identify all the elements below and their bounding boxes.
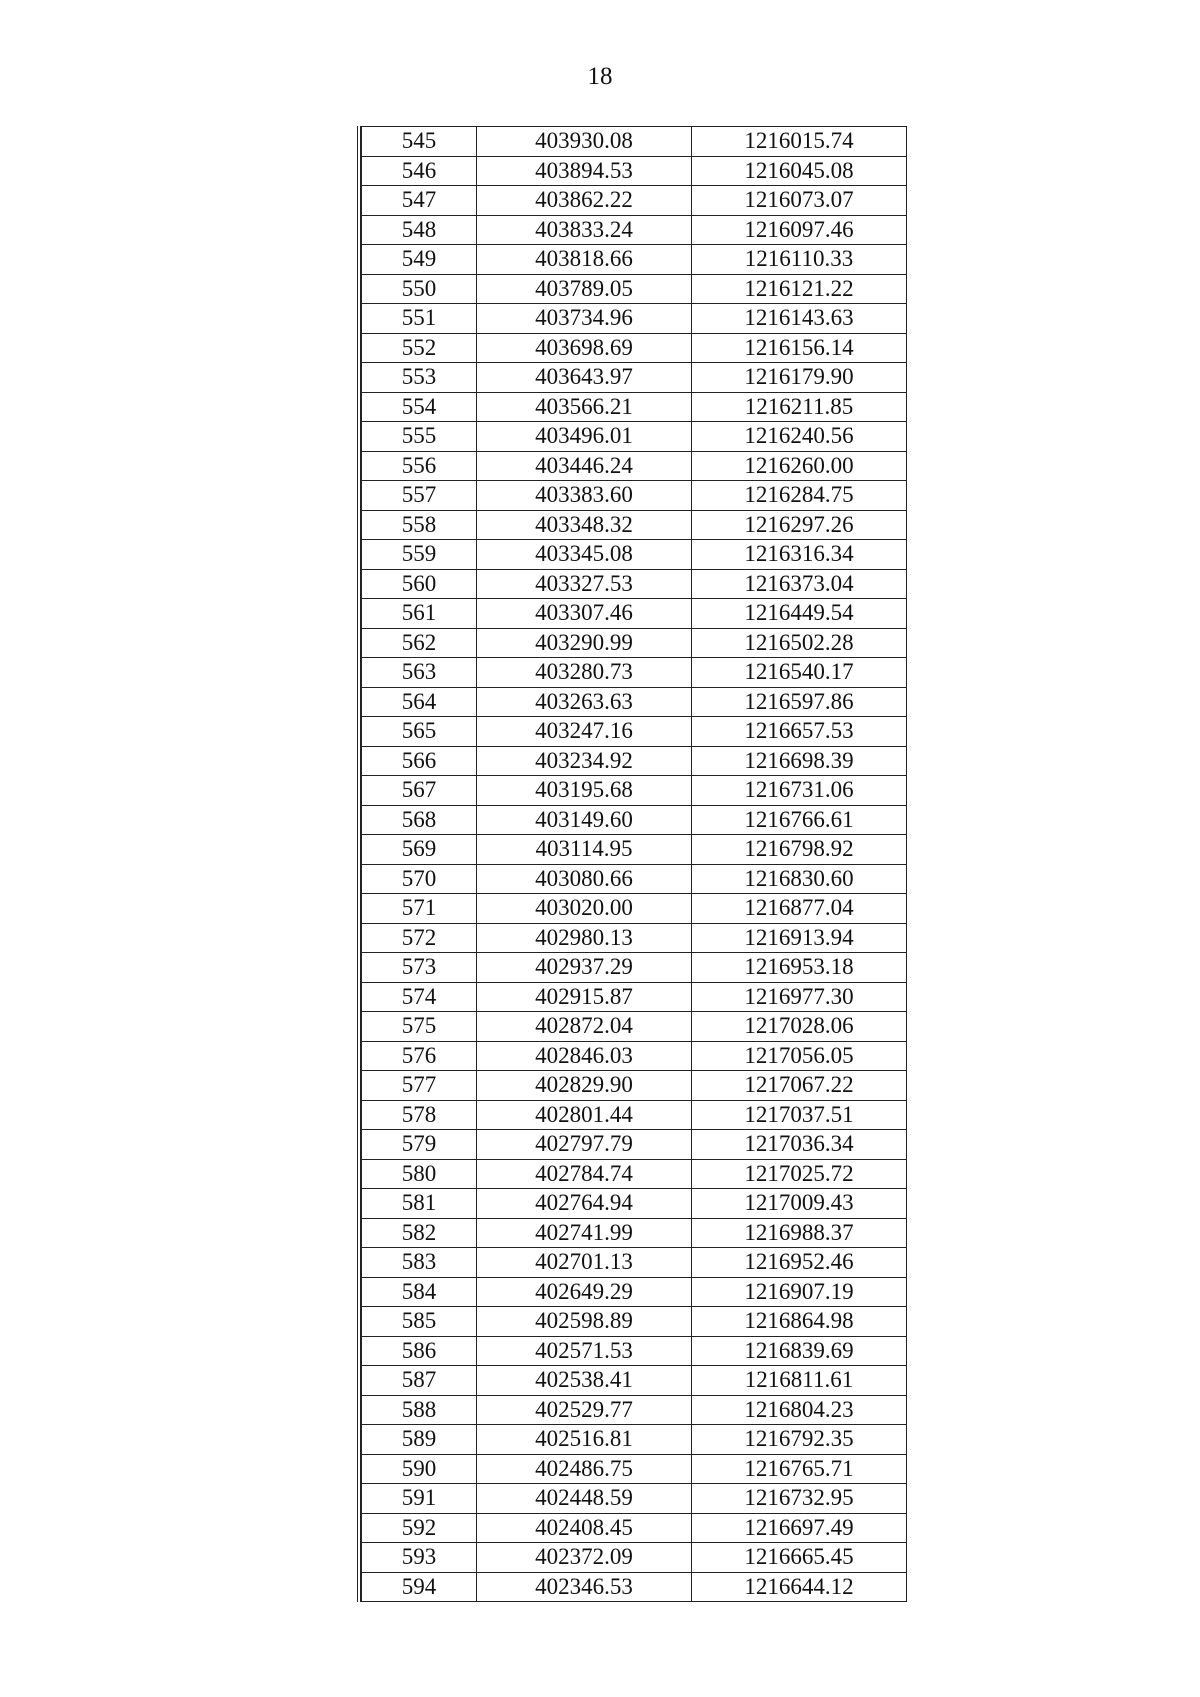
table-row (362, 1513, 907, 1543)
y-coordinate-cell: 1216502.28 (692, 628, 907, 658)
y-coordinate-cell: 1216597.86 (692, 687, 907, 717)
y-coordinate-cell: 1216698.39 (692, 746, 907, 776)
y-coordinate-cell: 1216877.04 (692, 894, 907, 924)
y-coordinate-cell: 1216449.54 (692, 599, 907, 629)
x-coordinate-cell: 403149.60 (477, 805, 692, 835)
x-coordinate-cell: 403446.24 (477, 451, 692, 481)
y-coordinate-cell: 1216073.07 (692, 186, 907, 216)
point-number-cell: 564 (362, 687, 477, 717)
table-row (362, 1425, 907, 1455)
y-coordinate-cell: 1216731.06 (692, 776, 907, 806)
y-coordinate-cell: 1216792.35 (692, 1425, 907, 1455)
table-row (362, 1100, 907, 1130)
point-number-cell: 569 (362, 835, 477, 865)
y-coordinate-cell: 1217025.72 (692, 1159, 907, 1189)
y-coordinate-cell: 1216798.92 (692, 835, 907, 865)
y-coordinate-cell: 1216864.98 (692, 1307, 907, 1337)
x-coordinate-cell: 402872.04 (477, 1012, 692, 1042)
x-coordinate-cell: 403290.99 (477, 628, 692, 658)
y-coordinate-cell: 1216121.22 (692, 274, 907, 304)
y-coordinate-cell: 1217028.06 (692, 1012, 907, 1042)
table-row (362, 1248, 907, 1278)
point-number-cell: 586 (362, 1336, 477, 1366)
x-coordinate-cell: 403345.08 (477, 540, 692, 570)
point-number-cell: 583 (362, 1248, 477, 1278)
y-coordinate-cell: 1216732.95 (692, 1484, 907, 1514)
point-number-cell: 577 (362, 1071, 477, 1101)
y-coordinate-cell: 1216657.53 (692, 717, 907, 747)
table-row (362, 481, 907, 511)
y-coordinate-cell: 1216179.90 (692, 363, 907, 393)
table-row (362, 392, 907, 422)
point-number-cell: 550 (362, 274, 477, 304)
point-number-cell: 568 (362, 805, 477, 835)
point-number-cell: 590 (362, 1454, 477, 1484)
table-row (362, 510, 907, 540)
table-row (362, 805, 907, 835)
point-number-cell: 581 (362, 1189, 477, 1219)
point-number-cell: 561 (362, 599, 477, 629)
y-coordinate-cell: 1216665.45 (692, 1543, 907, 1573)
x-coordinate-cell: 403833.24 (477, 215, 692, 245)
point-number-cell: 571 (362, 894, 477, 924)
point-number-cell: 575 (362, 1012, 477, 1042)
point-number-cell: 548 (362, 215, 477, 245)
y-coordinate-cell: 1216977.30 (692, 982, 907, 1012)
x-coordinate-cell: 402801.44 (477, 1100, 692, 1130)
y-coordinate-cell: 1216260.00 (692, 451, 907, 481)
x-coordinate-cell: 403080.66 (477, 864, 692, 894)
point-number-cell: 563 (362, 658, 477, 688)
table-row (362, 274, 907, 304)
coordinates-table-body (362, 127, 907, 1602)
x-coordinate-cell: 403496.01 (477, 422, 692, 452)
x-coordinate-cell: 402571.53 (477, 1336, 692, 1366)
coordinates-table-container (357, 126, 907, 1602)
table-row (362, 1189, 907, 1219)
x-coordinate-cell: 402346.53 (477, 1572, 692, 1602)
point-number-cell: 585 (362, 1307, 477, 1337)
x-coordinate-cell: 402408.45 (477, 1513, 692, 1543)
page-number: 18 (587, 63, 613, 90)
table-row (362, 1484, 907, 1514)
table-row (362, 422, 907, 452)
y-coordinate-cell: 1216284.75 (692, 481, 907, 511)
table-row (362, 156, 907, 186)
x-coordinate-cell: 403734.96 (477, 304, 692, 334)
table-row (362, 864, 907, 894)
table-row (362, 215, 907, 245)
y-coordinate-cell: 1216953.18 (692, 953, 907, 983)
x-coordinate-cell: 403348.32 (477, 510, 692, 540)
point-number-cell: 554 (362, 392, 477, 422)
table-row (362, 1572, 907, 1602)
y-coordinate-cell: 1216373.04 (692, 569, 907, 599)
x-coordinate-cell: 403383.60 (477, 481, 692, 511)
table-row (362, 658, 907, 688)
y-coordinate-cell: 1217037.51 (692, 1100, 907, 1130)
table-row (362, 835, 907, 865)
y-coordinate-cell: 1216143.63 (692, 304, 907, 334)
x-coordinate-cell: 403234.92 (477, 746, 692, 776)
table-row (362, 363, 907, 393)
y-coordinate-cell: 1216097.46 (692, 215, 907, 245)
table-row (362, 1307, 907, 1337)
table-row (362, 628, 907, 658)
table-row (362, 1012, 907, 1042)
x-coordinate-cell: 403862.22 (477, 186, 692, 216)
point-number-cell: 579 (362, 1130, 477, 1160)
x-coordinate-cell: 402372.09 (477, 1543, 692, 1573)
point-number-cell: 591 (362, 1484, 477, 1514)
y-coordinate-cell: 1216765.71 (692, 1454, 907, 1484)
x-coordinate-cell: 402701.13 (477, 1248, 692, 1278)
table-row (362, 982, 907, 1012)
table-row (362, 245, 907, 275)
point-number-cell: 556 (362, 451, 477, 481)
x-coordinate-cell: 403930.08 (477, 127, 692, 157)
y-coordinate-cell: 1217067.22 (692, 1071, 907, 1101)
table-row (362, 333, 907, 363)
point-number-cell: 580 (362, 1159, 477, 1189)
y-coordinate-cell: 1216830.60 (692, 864, 907, 894)
point-number-cell: 574 (362, 982, 477, 1012)
x-coordinate-cell: 402764.94 (477, 1189, 692, 1219)
x-coordinate-cell: 402649.29 (477, 1277, 692, 1307)
y-coordinate-cell: 1216240.56 (692, 422, 907, 452)
table-row (362, 599, 907, 629)
table-row (362, 1366, 907, 1396)
table-row (362, 569, 907, 599)
point-number-cell: 547 (362, 186, 477, 216)
point-number-cell: 584 (362, 1277, 477, 1307)
table-row (362, 717, 907, 747)
x-coordinate-cell: 403247.16 (477, 717, 692, 747)
x-coordinate-cell: 403643.97 (477, 363, 692, 393)
x-coordinate-cell: 403307.46 (477, 599, 692, 629)
x-coordinate-cell: 403114.95 (477, 835, 692, 865)
point-number-cell: 566 (362, 746, 477, 776)
x-coordinate-cell: 402937.29 (477, 953, 692, 983)
point-number-cell: 559 (362, 540, 477, 570)
point-number-cell: 562 (362, 628, 477, 658)
x-coordinate-cell: 402980.13 (477, 923, 692, 953)
x-coordinate-cell: 402915.87 (477, 982, 692, 1012)
y-coordinate-cell: 1216045.08 (692, 156, 907, 186)
y-coordinate-cell: 1216211.85 (692, 392, 907, 422)
point-number-cell: 551 (362, 304, 477, 334)
point-number-cell: 588 (362, 1395, 477, 1425)
point-number-cell: 557 (362, 481, 477, 511)
table-row (362, 746, 907, 776)
x-coordinate-cell: 402797.79 (477, 1130, 692, 1160)
x-coordinate-cell: 403280.73 (477, 658, 692, 688)
point-number-cell: 567 (362, 776, 477, 806)
point-number-cell: 592 (362, 1513, 477, 1543)
x-coordinate-cell: 402846.03 (477, 1041, 692, 1071)
x-coordinate-cell: 402529.77 (477, 1395, 692, 1425)
point-number-cell: 560 (362, 569, 477, 599)
point-number-cell: 578 (362, 1100, 477, 1130)
y-coordinate-cell: 1216913.94 (692, 923, 907, 953)
y-coordinate-cell: 1216839.69 (692, 1336, 907, 1366)
x-coordinate-cell: 402598.89 (477, 1307, 692, 1337)
table-row (362, 1071, 907, 1101)
table-row (362, 1130, 907, 1160)
table-row (362, 1395, 907, 1425)
x-coordinate-cell: 403263.63 (477, 687, 692, 717)
table-row (362, 687, 907, 717)
table-row (362, 953, 907, 983)
y-coordinate-cell: 1216952.46 (692, 1248, 907, 1278)
y-coordinate-cell: 1216540.17 (692, 658, 907, 688)
table-row (362, 1159, 907, 1189)
table-row (362, 1277, 907, 1307)
point-number-cell: 549 (362, 245, 477, 275)
point-number-cell: 572 (362, 923, 477, 953)
point-number-cell: 552 (362, 333, 477, 363)
x-coordinate-cell: 403566.21 (477, 392, 692, 422)
x-coordinate-cell: 403195.68 (477, 776, 692, 806)
point-number-cell: 582 (362, 1218, 477, 1248)
table-row (362, 304, 907, 334)
table-row (362, 540, 907, 570)
x-coordinate-cell: 402538.41 (477, 1366, 692, 1396)
y-coordinate-cell: 1216766.61 (692, 805, 907, 835)
coordinates-table (361, 126, 907, 1602)
y-coordinate-cell: 1216015.74 (692, 127, 907, 157)
point-number-cell: 576 (362, 1041, 477, 1071)
y-coordinate-cell: 1216804.23 (692, 1395, 907, 1425)
table-row (362, 894, 907, 924)
point-number-cell: 587 (362, 1366, 477, 1396)
y-coordinate-cell: 1216697.49 (692, 1513, 907, 1543)
x-coordinate-cell: 402784.74 (477, 1159, 692, 1189)
x-coordinate-cell: 403020.00 (477, 894, 692, 924)
x-coordinate-cell: 403894.53 (477, 156, 692, 186)
y-coordinate-cell: 1217056.05 (692, 1041, 907, 1071)
table-row (362, 451, 907, 481)
y-coordinate-cell: 1216811.61 (692, 1366, 907, 1396)
x-coordinate-cell: 403698.69 (477, 333, 692, 363)
y-coordinate-cell: 1217009.43 (692, 1189, 907, 1219)
point-number-cell: 570 (362, 864, 477, 894)
y-coordinate-cell: 1216988.37 (692, 1218, 907, 1248)
x-coordinate-cell: 402448.59 (477, 1484, 692, 1514)
point-number-cell: 565 (362, 717, 477, 747)
point-number-cell: 546 (362, 156, 477, 186)
table-row (362, 1218, 907, 1248)
table-row (362, 923, 907, 953)
y-coordinate-cell: 1217036.34 (692, 1130, 907, 1160)
point-number-cell: 589 (362, 1425, 477, 1455)
table-row (362, 186, 907, 216)
point-number-cell: 553 (362, 363, 477, 393)
y-coordinate-cell: 1216907.19 (692, 1277, 907, 1307)
x-coordinate-cell: 403327.53 (477, 569, 692, 599)
table-row (362, 1543, 907, 1573)
point-number-cell: 594 (362, 1572, 477, 1602)
y-coordinate-cell: 1216110.33 (692, 245, 907, 275)
table-row (362, 776, 907, 806)
table-row (362, 127, 907, 157)
y-coordinate-cell: 1216644.12 (692, 1572, 907, 1602)
point-number-cell: 558 (362, 510, 477, 540)
y-coordinate-cell: 1216316.34 (692, 540, 907, 570)
x-coordinate-cell: 403818.66 (477, 245, 692, 275)
table-row (362, 1336, 907, 1366)
x-coordinate-cell: 402516.81 (477, 1425, 692, 1455)
x-coordinate-cell: 402486.75 (477, 1454, 692, 1484)
x-coordinate-cell: 402829.90 (477, 1071, 692, 1101)
table-row (362, 1041, 907, 1071)
point-number-cell: 555 (362, 422, 477, 452)
point-number-cell: 545 (362, 127, 477, 157)
x-coordinate-cell: 402741.99 (477, 1218, 692, 1248)
y-coordinate-cell: 1216297.26 (692, 510, 907, 540)
point-number-cell: 573 (362, 953, 477, 983)
table-row (362, 1454, 907, 1484)
x-coordinate-cell: 403789.05 (477, 274, 692, 304)
point-number-cell: 593 (362, 1543, 477, 1573)
y-coordinate-cell: 1216156.14 (692, 333, 907, 363)
